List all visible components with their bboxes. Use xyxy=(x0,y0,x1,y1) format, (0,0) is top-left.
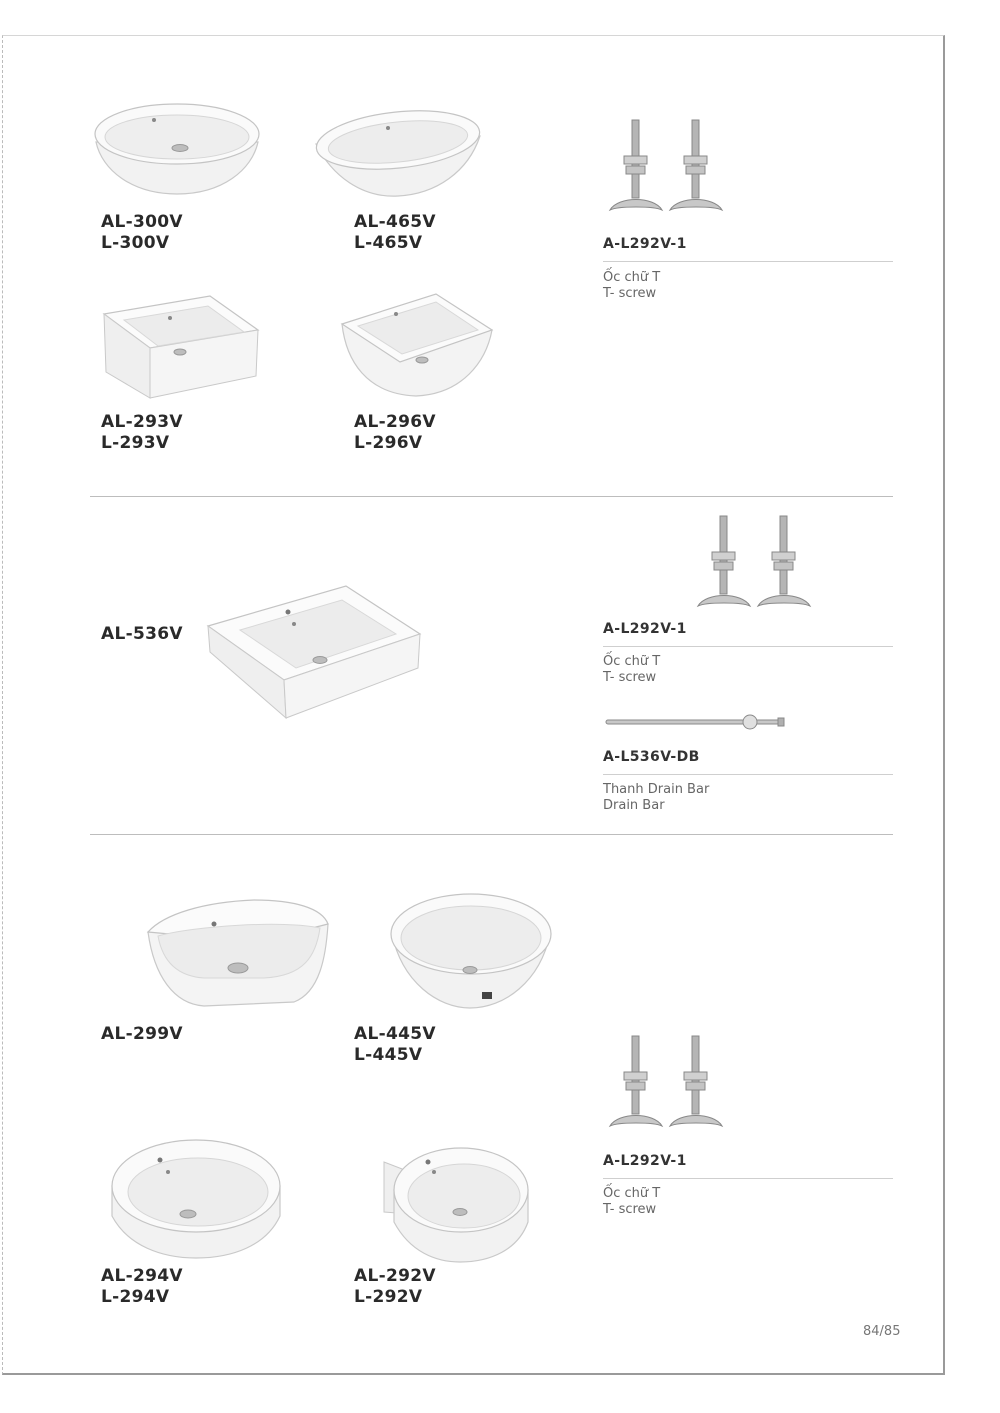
accessory-divider xyxy=(603,1178,893,1179)
basin-al-536v-image xyxy=(206,584,422,720)
section-divider xyxy=(90,496,893,497)
product-label-al-445v: AL-445V L-445V xyxy=(354,1024,436,1065)
accessory-description: Ốc chữ T T- screw xyxy=(603,1186,661,1217)
basin-al-294v-image xyxy=(108,1136,284,1260)
accessory-code: A-L292V-1 xyxy=(603,621,687,637)
drain-bar-image xyxy=(604,712,786,734)
basin-al-299v-image xyxy=(144,896,334,1010)
t-screw-image xyxy=(606,118,726,218)
accessory-divider xyxy=(603,646,893,647)
basin-al-445v-image xyxy=(388,890,554,1012)
product-label-al-294v: AL-294V L-294V xyxy=(101,1266,183,1307)
t-screw-image xyxy=(606,1034,726,1134)
basin-al-465v-image xyxy=(312,106,484,202)
accessory-code: A-L536V-DB xyxy=(603,749,700,765)
product-label-al-299v: AL-299V xyxy=(101,1024,183,1044)
accessory-code: A-L292V-1 xyxy=(603,1153,687,1169)
product-label-al-465v: AL-465V L-465V xyxy=(354,212,436,253)
t-screw-image xyxy=(694,514,814,614)
section-divider xyxy=(90,834,893,835)
basin-al-292v-image xyxy=(380,1142,532,1266)
accessory-code: A-L292V-1 xyxy=(603,236,687,252)
basin-al-296v-image xyxy=(336,290,496,400)
accessory-divider xyxy=(603,774,893,775)
basin-al-300v-image xyxy=(92,100,262,200)
product-label-al-300v: AL-300V L-300V xyxy=(101,212,183,253)
product-label-al-296v: AL-296V L-296V xyxy=(354,412,436,453)
product-label-al-293v: AL-293V L-293V xyxy=(101,412,183,453)
accessory-divider xyxy=(603,261,893,262)
accessory-description: Ốc chữ T T- screw xyxy=(603,270,661,301)
product-label-al-536v: AL-536V xyxy=(101,624,183,644)
accessory-description: Ốc chữ T T- screw xyxy=(603,654,661,685)
basin-al-293v-image xyxy=(100,292,262,402)
accessory-description: Thanh Drain Bar Drain Bar xyxy=(603,782,710,813)
product-label-al-292v: AL-292V L-292V xyxy=(354,1266,436,1307)
page-number: 84/85 xyxy=(863,1324,901,1339)
